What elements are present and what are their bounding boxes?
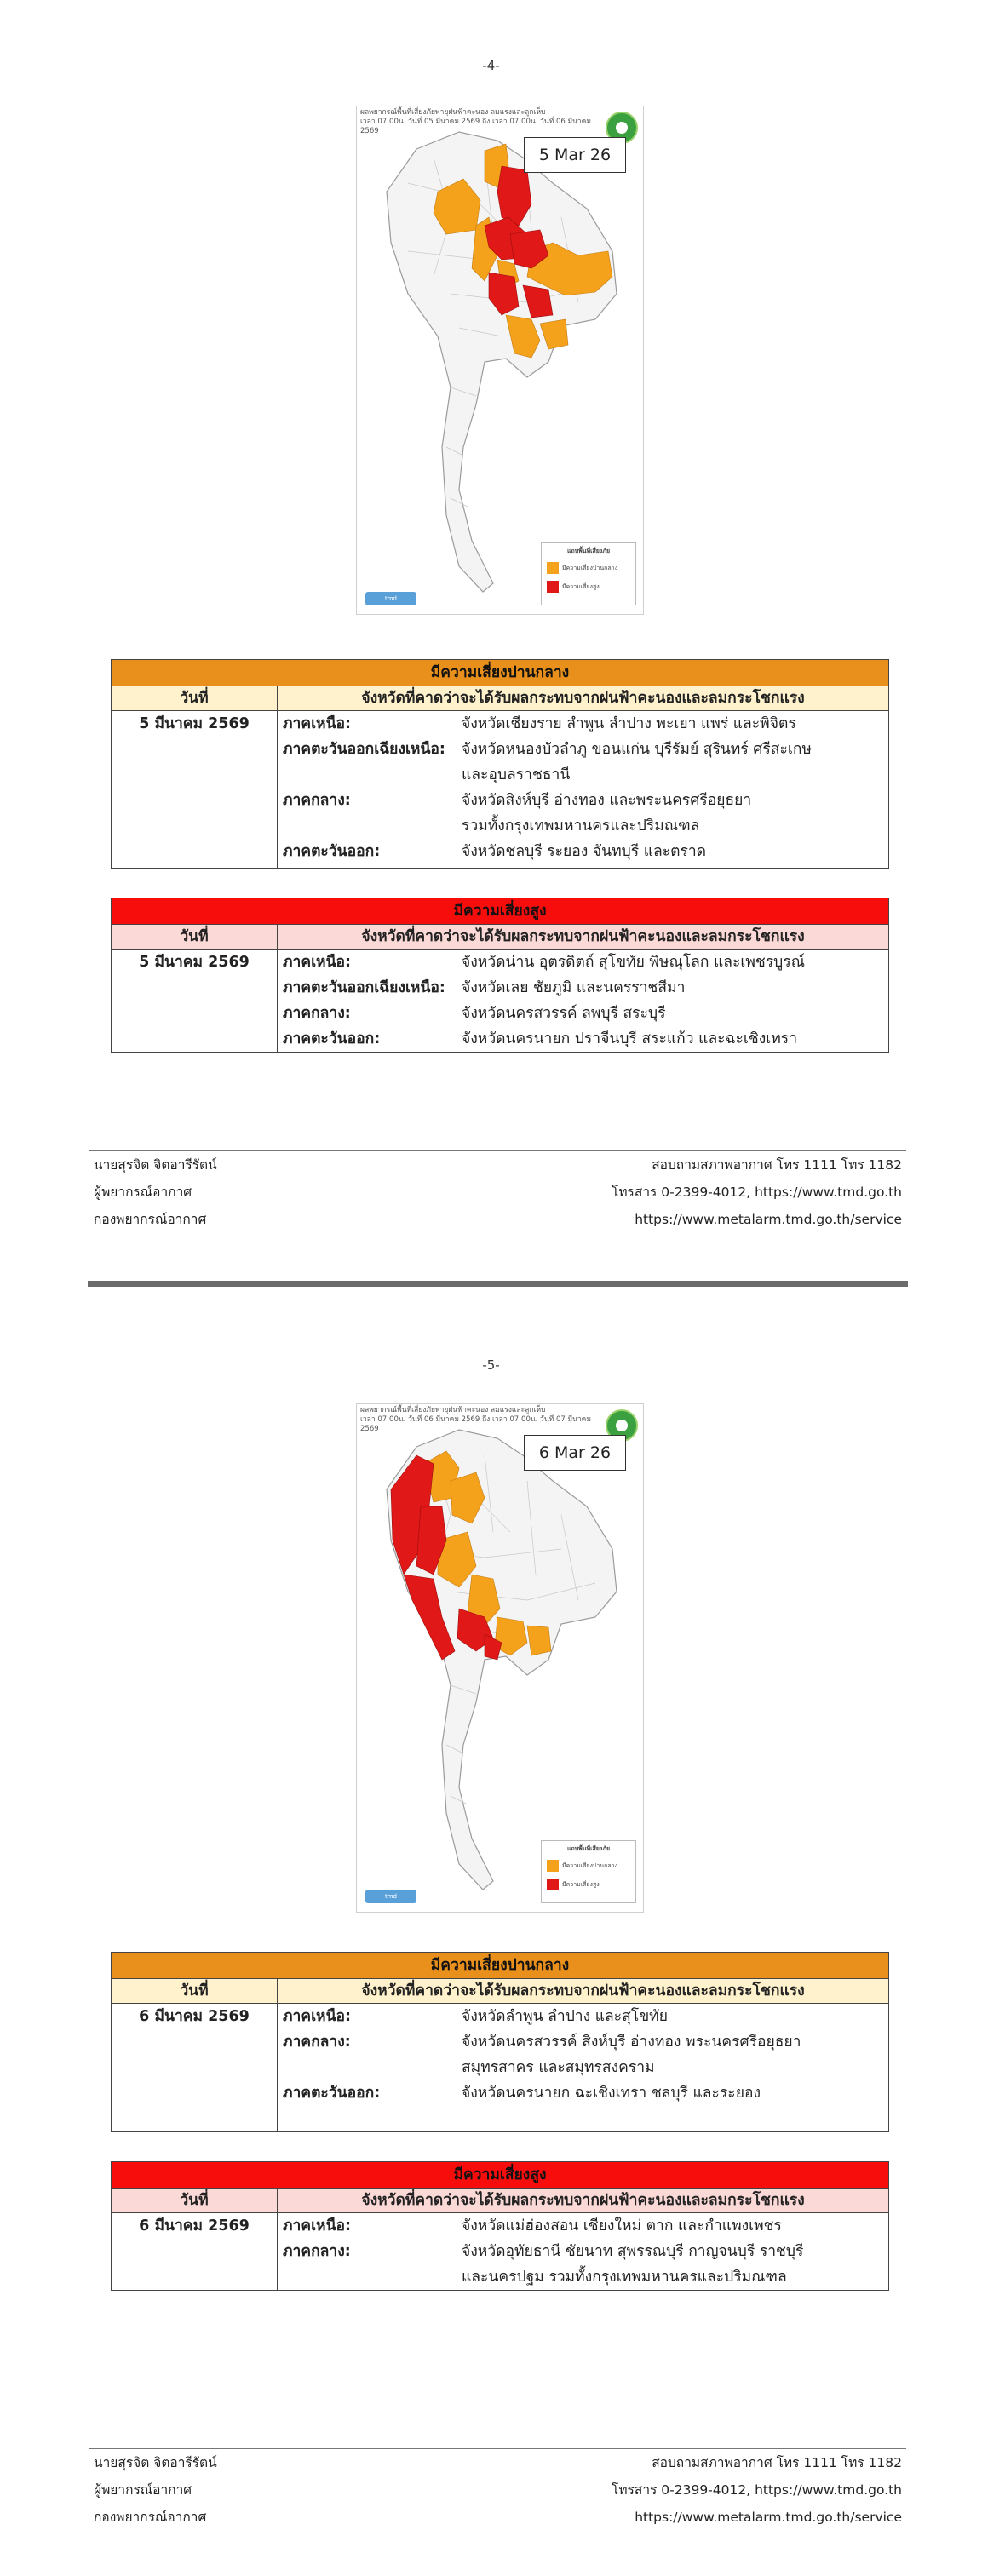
thailand-map-icon [357,1404,643,1912]
division-name: กองพยากรณ์อากาศ [94,1212,207,1227]
risk-map [356,1403,644,1913]
region-row [283,711,883,737]
map-caption-line: เวลา 07:00น. วันที่ 06 มีนาคม 2569 ถึง เวลา 07:00น. วันที่ 07 มีนาคม 2569 [360,1415,591,1433]
province-line: จังหวัดลำพูน ลำปาง และสุโขทัย [462,2008,668,2025]
province-line: จังหวัดอุทัยธานี ชัยนาท สุพรรณบุรี กาญจนบุรี ราชบุรี [462,2243,804,2260]
province-line: จังหวัดแม่ฮ่องสอน เชียงใหม่ ตาก และกำแพงเพชร [462,2217,782,2235]
map-date-label: 6 Mar 26 [524,1435,626,1471]
risk-map [356,106,644,615]
region-name: ภาคกลาง: [283,2243,351,2260]
forecaster-title: ผู้พยากรณ์อากาศ [94,2482,192,2498]
col-header-date: วันที่ [112,925,278,950]
region-name: ภาคตะวันออก: [283,843,381,860]
region-name: ภาคกลาง: [283,792,351,809]
region-provinces: จังหวัดนครสวรรค์ ลพบุรี สระบุรี [462,1005,666,1022]
row-date: 5 มีนาคม 2569 [112,711,278,869]
footer-right [612,1151,902,1233]
region-row [283,2080,883,2106]
legend-label-moderate: มีความเสี่ยงปานกลาง [562,1862,617,1869]
region-provinces: จังหวัดน่าน อุตรดิตถ์ สุโขทัย พิษณุโลก และเพชรบูรณ์ [462,954,805,971]
region-name: ภาคตะวันออกเฉียงเหนือ: [283,979,445,996]
legend-title: แถบพื้นที่เสี่ยงภัย [566,548,611,554]
region-name: ภาคเหนือ: [283,954,352,971]
province-line: จังหวัดนครนายก ฉะเชิงเทรา ชลบุรี และระยอง [462,2085,761,2102]
contact-phone: สอบถามสภาพอากาศ โทร 1111 โทร 1182 [652,2455,902,2470]
table-row [112,2004,889,2132]
region-row [283,2213,883,2239]
row-regions [278,950,889,1053]
legend-swatch-high [547,1879,559,1890]
page-number: -5- [482,1357,500,1373]
contact-phone: สอบถามสภาพอากาศ โทร 1111 โทร 1182 [652,1157,902,1173]
contact-fax[interactable]: โทรสาร 0-2399-4012, https://www.tmd.go.th [612,2482,902,2498]
row-date: 5 มีนาคม 2569 [112,950,278,1053]
region-row [283,2029,883,2080]
map-caption-line: เวลา 07:00น. วันที่ 05 มีนาคม 2569 ถึง เวลา 07:00น. วันที่ 06 มีนาคม 2569 [360,118,591,135]
moderate-risk-table [111,659,889,869]
region-name: ภาคเหนือ: [283,2008,352,2025]
col-header-date: วันที่ [112,2189,278,2213]
region-provinces [462,2004,883,2029]
table-title: มีความเสี่ยงสูง [112,2162,889,2189]
table-row [112,950,889,1053]
region-provinces: จังหวัดเลย ชัยภูมิ และนครราชสีมา [462,979,686,996]
province-line: จังหวัดหนองบัวลำภู ขอนแก่น บุรีรัมย์ สุรินทร์ ศรีสะเกษ [462,741,813,758]
high-risk-table [111,898,889,1053]
col-header-provinces: จังหวัดที่คาดว่าจะได้รับผลกระทบจากฝนฟ้าคะนองและลมกระโชกแรง [278,686,889,711]
region-provinces [462,839,883,864]
col-header-provinces: จังหวัดที่คาดว่าจะได้รับผลกระทบจากฝนฟ้าคะนองและลมกระโชกแรง [278,925,889,950]
region-row [283,839,883,864]
table-title: มีความเสี่ยงปานกลาง [112,1953,889,1979]
col-header-provinces: จังหวัดที่คาดว่าจะได้รับผลกระทบจากฝนฟ้าคะนองและลมกระโชกแรง [278,1979,889,2004]
legend-label-high: มีความเสี่ยงสูง [562,583,600,590]
row-regions [278,2213,889,2291]
high-risk-table [111,2161,889,2291]
region-row [283,2239,883,2290]
region-row [283,1026,883,1052]
row-date: 6 มีนาคม 2569 [112,2004,278,2132]
tmd-badge: tmd [365,1890,416,1903]
region-provinces [462,2239,883,2290]
region-name: ภาคตะวันออกเฉียงเหนือ: [283,741,445,758]
province-line: และนครปฐม รวมทั้งกรุงเทพมหานครและปริมณฑล [462,2269,787,2286]
province-line: รวมทั้งกรุงเทพมหานครและปริมณฑล [462,818,700,835]
region-provinces [462,2029,883,2080]
region-name: ภาคตะวันออก: [283,2085,381,2102]
region-provinces: จังหวัดนครนายก ปราจีนบุรี สระแก้ว และฉะเชิงเทรา [462,1030,798,1047]
region-name: ภาคกลาง: [283,1005,351,1022]
row-regions [278,2004,889,2132]
region-name: ภาคตะวันออก: [283,1030,381,1047]
region-provinces [462,711,883,737]
map-legend [541,542,636,605]
province-line: จังหวัดสิงห์บุรี อ่างทอง และพระนครศรีอยุธยา [462,792,752,809]
legend-title: แถบพื้นที่เสี่ยงภัย [566,1845,611,1852]
region-provinces [462,788,883,839]
region-row [283,950,883,975]
forecaster-title: ผู้พยากรณ์อากาศ [94,1185,192,1200]
map-legend [541,1840,636,1903]
map-caption-line: ผลพยากรณ์พื้นที่เสี่ยงภัยพายุฝนฟ้าคะนอง ลมแรงและลูกเห็บ [360,108,546,117]
map-caption [360,1406,592,1434]
col-header-provinces: จังหวัดที่คาดว่าจะได้รับผลกระทบจากฝนฟ้าคะนองและลมกระโชกแรง [278,2189,889,2213]
province-line: จังหวัดนครสวรรค์ สิงห์บุรี อ่างทอง พระนครศรีอยุธยา [462,2034,801,2051]
footer-left [94,1151,217,1233]
contact-fax[interactable]: โทรสาร 0-2399-4012, https://www.tmd.go.th [612,1185,902,1200]
legend-label-moderate: มีความเสี่ยงปานกลาง [562,565,617,571]
service-link[interactable]: https://www.metalarm.tmd.go.th/service [635,2510,902,2525]
table-title: มีความเสี่ยงปานกลาง [112,660,889,686]
division-name: กองพยากรณ์อากาศ [94,2510,207,2525]
footer-left [94,2449,217,2531]
table-row [112,2213,889,2291]
table-title: มีความเสี่ยงสูง [112,898,889,925]
region-row [283,1001,883,1026]
service-link[interactable]: https://www.metalarm.tmd.go.th/service [635,1212,902,1227]
province-line: จังหวัดชลบุรี ระยอง จันทบุรี และตราด [462,843,707,860]
region-name: ภาคเหนือ: [283,715,352,732]
row-date: 6 มีนาคม 2569 [112,2213,278,2291]
forecaster-name: นายสุรจิต จิตอารีรัตน์ [94,1157,217,1173]
map-date-label: 5 Mar 26 [524,137,626,173]
province-line: จังหวัดเชียงราย ลำพูน ลำปาง พะเยา แพร่ และพิจิตร [462,715,796,732]
region-name: ภาคเหนือ: [283,2217,352,2235]
col-header-date: วันที่ [112,1979,278,2004]
region-provinces [462,737,883,788]
table-row [112,711,889,869]
col-header-date: วันที่ [112,686,278,711]
footer-right [612,2449,902,2531]
page-separator [88,1281,908,1287]
map-caption [360,108,592,136]
legend-swatch-moderate [547,562,559,574]
region-row [283,737,883,788]
legend-swatch-high [547,581,559,593]
page-number: -4- [482,58,500,73]
region-row [283,2004,883,2029]
province-line: สมุทรสาคร และสมุทรสงคราม [462,2059,655,2076]
legend-swatch-moderate [547,1860,559,1872]
thailand-map-icon [357,106,643,614]
row-regions [278,711,889,869]
region-row [283,788,883,839]
tmd-badge: tmd [365,592,416,605]
region-name: ภาคกลาง: [283,2034,351,2051]
region-row [283,975,883,1001]
legend-label-high: มีความเสี่ยงสูง [562,1881,600,1888]
forecaster-name: นายสุรจิต จิตอารีรัตน์ [94,2455,217,2470]
region-provinces [462,2080,883,2106]
region-provinces [462,2213,883,2239]
province-line: และอุบลราชธานี [462,766,571,783]
map-caption-line: ผลพยากรณ์พื้นที่เสี่ยงภัยพายุฝนฟ้าคะนอง ลมแรงและลูกเห็บ [360,1406,546,1414]
moderate-risk-table [111,1952,889,2132]
